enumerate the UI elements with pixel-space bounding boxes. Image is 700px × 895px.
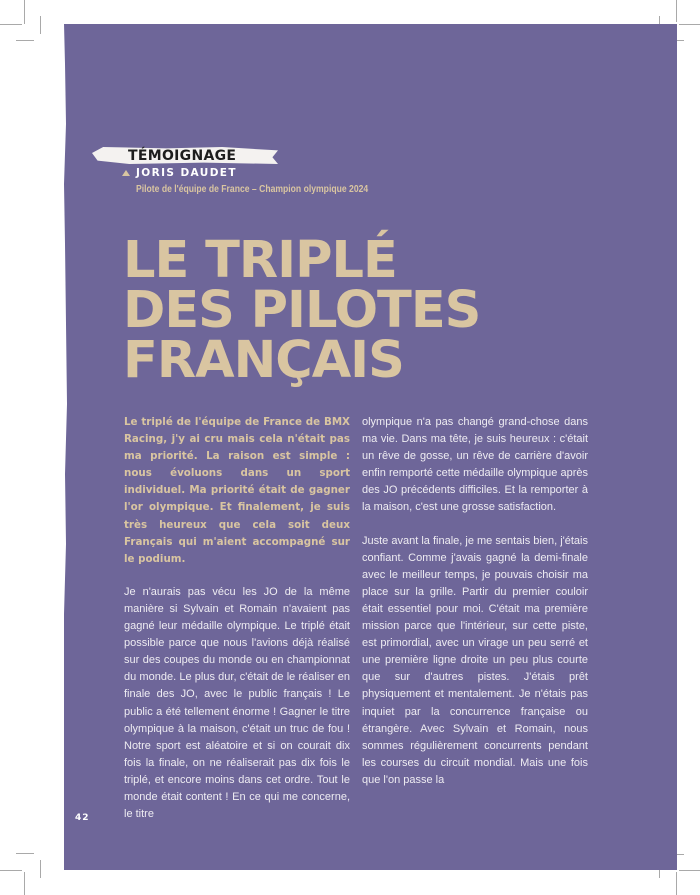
column-left bbox=[124, 414, 350, 839]
crop-mark bbox=[40, 860, 41, 878]
crop-mark bbox=[676, 872, 677, 895]
crop-mark bbox=[0, 24, 22, 25]
crop-mark bbox=[24, 0, 25, 24]
crop-mark bbox=[679, 870, 700, 871]
lead-paragraph: Le triplé de l'équipe de France de BMX Racing, j'y ai cru mais cela n'était pas ma priorité. La raison est simple : nous évoluons dans un sport individuel. Ma priorité était de gagner l'or olympique. Et finalement, je suis très heureux que cela soit deux Français qui m'aient accompagné sur le podium. bbox=[124, 416, 350, 565]
author-name: JORIS DAUDET bbox=[136, 167, 237, 179]
crop-mark bbox=[16, 853, 34, 854]
section-label: TÉMOIGNAGE bbox=[128, 148, 237, 164]
triangle-icon bbox=[122, 170, 130, 176]
page-number: 42 bbox=[75, 813, 90, 823]
title-line: FRANÇAIS bbox=[123, 331, 404, 390]
crop-mark bbox=[679, 24, 700, 25]
body-paragraph: Je n'aurais pas vécu les JO de la même manière si Sylvain et Romain n'avaient pas gagné leur médaille olympique. Le triplé était possible parce que nous l'avions déjà réalisé sur des coupes du monde ou en championnat du monde. Le plus dur, c'était de le réaliser en finale des JO, avec le public français ! Le public a été tellement énorme ! Gagner le titre olympique à la maison, c'était un truc de fou ! Notre sport est aléatoire et si on courait dix fois la finale, on ne réaliserait pas dix fois le triplé, et encore moins dans cet ordre. Tout le monde était content ! En ce qui me concerne, le titre bbox=[124, 585, 350, 821]
body-paragraph: olympique n'a pas changé grand-chose dans ma vie. Dans ma tête, je suis heureux : c'était un rêve de gosse, un rêve de carrière d'avoir enfin remporté cette médaille olympique après des JO précédents difficiles. Et la remporter à la maison, c'est une grosse satisfaction. bbox=[362, 416, 588, 514]
author-row bbox=[122, 167, 237, 179]
crop-mark bbox=[24, 872, 25, 895]
title-line: LE TRIPLÉ bbox=[123, 231, 397, 290]
body-paragraph: Juste avant la finale, je me sentais bien, j'étais confiant. Comme j'avais gagné la demi-finale avec le meilleur temps, je pouvais choisir ma place sur la grille. Partir du premier couloir était essentiel pour moi. C'était ma première mission parce que l'intérieur, sur cette piste, est primordial, avec un virage un peu serré et une première ligne droite un peu plus courte que sur d'autres pistes. J'étais prêt physiquement et mentalement. Je n'étais pas inquiet par la concurrence française ou étrangère. Avec Sylvain et Romain, nous sommes régulièrement concurrents pendant les courses du circuit mondial. Mais une fois que l'on passe la bbox=[362, 534, 588, 786]
title-line: DES PILOTES bbox=[123, 281, 481, 340]
author-role: Pilote de l'équipe de France – Champion olympique 2024 bbox=[136, 183, 369, 195]
crop-mark bbox=[16, 40, 34, 41]
column-right bbox=[362, 414, 588, 805]
crop-mark bbox=[40, 16, 41, 34]
crop-mark bbox=[676, 0, 677, 22]
crop-mark bbox=[0, 870, 22, 871]
article-title bbox=[123, 231, 481, 390]
